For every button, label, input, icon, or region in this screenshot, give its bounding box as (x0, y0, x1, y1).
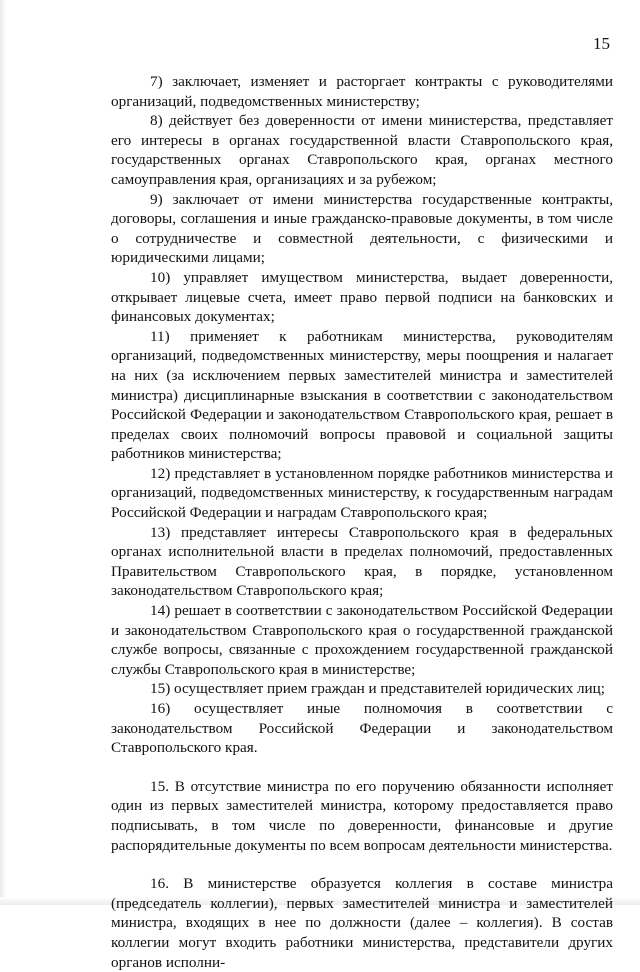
list-item-15: 15) осуществляет прием граждан и представителей юридических лиц; (150, 680, 606, 698)
list-item-8: 8) действует без доверенности от имени министерства, представляет его интересы в органах государственной власти Ставропольского края, государственных органах Ставропольского края, органах местного самоуправления края, организациях и за рубежом; (111, 112, 613, 188)
section-15-paragraph: 15. В отсутствие министра по его поручению обязанности исполняет один из первых заместителей министра, которому предоставляется право подписывать, в том числе по доверенности, финансовые и другие распорядительные документы по всем вопросам деятельности министерства. (111, 777, 613, 854)
section-16-paragraph: 16. В министерстве образуется коллегия в составе министра (председатель коллегии), первых заместителей министра и заместителей министра, входящих в нее по должности (далее – коллегия). В состав коллегии могут входить работники министерства, представители других органов исполни- (111, 875, 613, 971)
list-item-13: 13) представляет интересы Ставропольского края в федеральных органах исполнительной власти в пределах полномочий, предоставленных Правительством Ставропольского края, в порядке, установленном законодательством Ставропольского края; (111, 523, 613, 600)
list-item-16: 16) осуществляет иные полномочия в соответствии с законодательством Российской Федерации и законодательством Ставропольского края. (111, 700, 613, 757)
list-item-14: 14) решает в соответствии с законодательством Российской Федерации и законодательством Ставропольского края о государственной гражданской службе вопросы, связанные с прохождением государственной гражданской службы Ставропольского края в министерстве; (111, 602, 613, 678)
list-item-7: 7) заключает, изменяет и расторгает контракты с руководителями организаций, подведомственных министерству; (111, 73, 613, 110)
list-item-12: 12) представляет в установленном порядке работников министерства и организаций, подведомственных министерству, к государственным наградам Российской Федерации и наградам Ставропольского края; (111, 464, 613, 522)
list-item-10: 10) управляет имуществом министерства, выдает доверенности, открывает лицевые счета, имеет право первой подписи на банковских и финансовых документах; (111, 268, 613, 326)
list-item-11: 11) применяет к работникам министерства, руководителям организаций, подведомственных министерству, меры поощрения и налагает на них (за исключением первых заместителей министра и заместителей министра) дисциплинарные взыскания в соответствии с законодательством Российской Федерации и законодательством Ставропольского края, решает в пределах своих полномочий вопросы правовой и социальной защиты работников министерства; (111, 327, 613, 463)
page-number: 15 (593, 34, 610, 53)
document-body (111, 72, 613, 972)
list-item-9: 9) заключает от имени министерства государственные контракты, договоры, соглашения и иные гражданско-правовые документы, в том числе о сотрудничестве и совместной деятельности, с физическими и юридическими лицами; (111, 190, 613, 267)
scan-left-edge (0, 0, 6, 905)
